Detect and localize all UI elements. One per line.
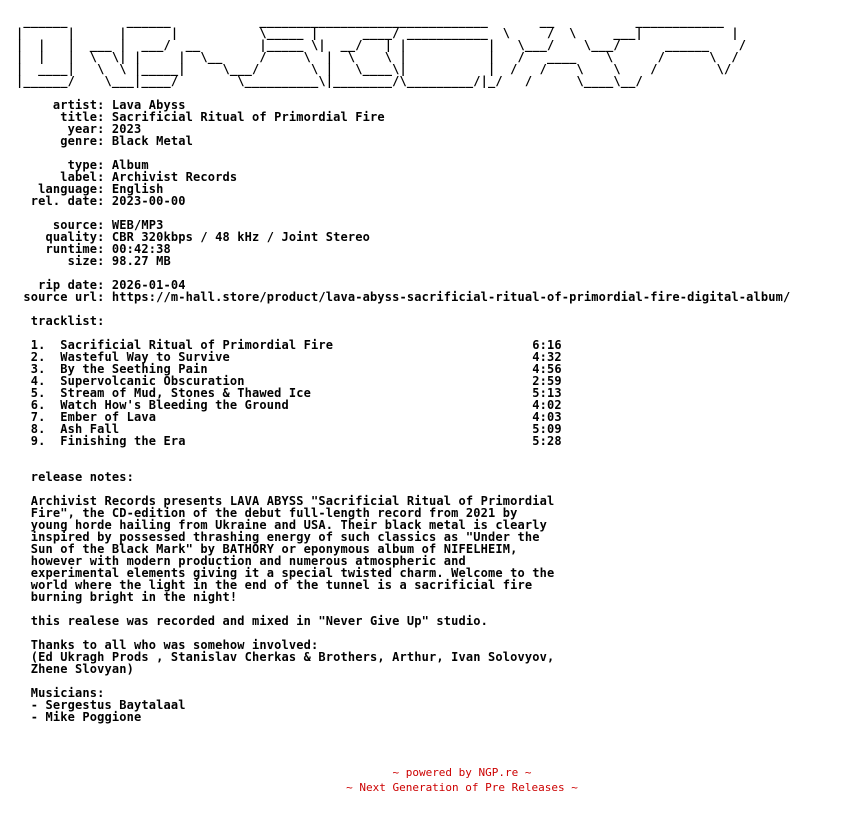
footer [0,765,864,795]
nfo-text: ______ ______ _______________________________ __ ____________ | | | | \_____ | ____/ ___________ \ / \ ___| | | | | ___ | ___/ __ |_____ \| __/ | | | \___/ \___/ ______ / | | | \ \| | | \__ / \ | \ \ | | / ____ \ / \ / | ____| \ \ |_____| \___/ \ | \____\| | / / \ \ / \/ |______/ \___|____/ \__________\|________/\_________/|_/ / \____\__/ artist: Lava Abyss title: Sacrificial Ritual of Primordial Fire year: 2023 genre: Black Metal type: Album label: Archivist Records language: English rel. date: 2023-00-00 source: WEB/MP3 quality: CBR 320kbps / 48 kHz / Joint Stereo runtime: 00:42:38 size: 98.27 MB rip date: 2026-01-04 source url: https://m-hall.store/product/lava-abyss-sacrificial-ritual-of-primordial-fire-digital-album/ tracklist: 1. Sacrificial Ritual of Primordial Fire 6:16 2. Wasteful Way to Survive 4:32 3. By the Seething Pain 4:56 4. Supervolcanic Obscuration 2:59 5. Stream of Mud, Stones & Thawed Ice 5:13 6. Watch How's Bleeding the Ground 4:02 7. Ember of Lava 4:03 8. Ash Fall 5:09 9. Finishing the Era 5:28 release notes: Archivist Records presents LAVA ABYSS "Sacrificial Ritual of Primordial Fire", the CD-edition of the debut full-length record from 2021 by young horde hailing from Ukraine and USA. Their black metal is clearly inspired by possessed thrashing energy of such classics as "Under the Sun of the Black Mark" by BATHORY or eponymous album of NIFELHEIM, however with modern production and numerous atmospheric and experimental elements giving it a special twisted charm. Welcome to the world where the light in the end of the tunnel is a sacrificial fire burning bright in the night! this realese was recorded and mixed in "Never Give Up" studio. Thanks to all who was somehow involved: (Ed Ukragh Prods , Stanislav Cherkas & Brothers, Arthur, Ivan Solovyov, Zhene Slovyan) Musicians: - Sergestus Baytalaal - Mike Poggione [16,14,791,724]
footer-powered-by: ~ powered by NGP.re ~ [392,766,532,779]
footer-tagline: ~ Next Generation of Pre Releases ~ [346,781,578,794]
